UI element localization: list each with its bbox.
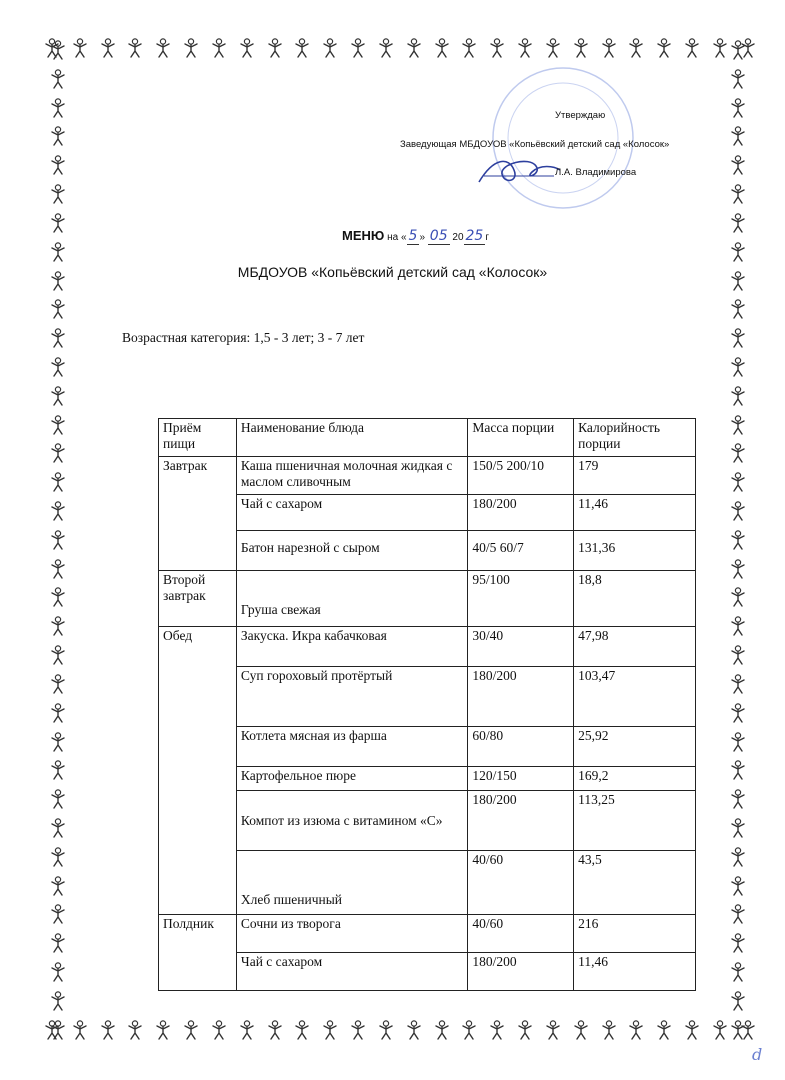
decorative-border-right <box>730 40 752 1040</box>
border-figure-icon <box>730 904 746 924</box>
border-figure-icon <box>378 38 394 58</box>
mass-cell: 180/200 <box>468 495 574 531</box>
kcal-cell: 11,46 <box>574 495 696 531</box>
table-row <box>159 953 696 991</box>
border-figure-icon <box>50 501 66 521</box>
border-figure-icon <box>545 1020 561 1040</box>
border-figure-icon <box>50 184 66 204</box>
border-figure-icon <box>322 38 338 58</box>
border-figure-icon <box>50 530 66 550</box>
border-figure-icon <box>155 38 171 58</box>
border-figure-icon <box>461 1020 477 1040</box>
border-figure-icon <box>50 443 66 463</box>
table-row <box>159 727 696 767</box>
dish-cell: Хлеб пшеничный <box>236 851 467 915</box>
border-figure-icon <box>211 1020 227 1040</box>
corner-mark: d <box>752 1045 763 1064</box>
organization-title: МБДОУОВ «Копьёвский детский сад «Колосок» <box>237 264 548 280</box>
dish-cell: Груша свежая <box>236 571 467 627</box>
meal-cell: Полдник <box>159 915 237 991</box>
border-figure-icon <box>730 69 746 89</box>
border-figure-icon <box>656 1020 672 1040</box>
year-g: г <box>485 232 489 243</box>
border-figure-icon <box>730 155 746 175</box>
menu-month: 05 <box>429 228 448 244</box>
mass-cell: 150/5 200/10 <box>468 457 574 495</box>
mass-cell: 180/200 <box>468 791 574 851</box>
border-figure-icon <box>730 98 746 118</box>
header-mass: Масса порции <box>468 419 574 457</box>
border-figure-icon <box>50 991 66 1011</box>
mass-cell: 40/60 <box>468 915 574 953</box>
border-figure-icon <box>730 876 746 896</box>
border-figure-icon <box>350 38 366 58</box>
border-figure-icon <box>50 69 66 89</box>
dish-cell: Батон нарезной с сыром <box>236 531 467 571</box>
border-figure-icon <box>489 1020 505 1040</box>
border-figure-icon <box>50 98 66 118</box>
border-figure-icon <box>239 1020 255 1040</box>
border-figure-icon <box>730 559 746 579</box>
table-row <box>159 457 696 495</box>
border-figure-icon <box>730 933 746 953</box>
approval-head: Заведующая МБДОУОВ «Копьёвский детский сад «Колосок» <box>400 139 670 150</box>
mass-cell: 60/80 <box>468 727 574 767</box>
border-figure-icon <box>50 674 66 694</box>
menu-word: МЕНЮ <box>342 228 385 243</box>
border-figure-icon <box>730 530 746 550</box>
border-figure-icon <box>50 126 66 146</box>
header-meal: Приём пищи <box>159 419 237 457</box>
border-figure-icon <box>100 1020 116 1040</box>
border-figure-icon <box>50 789 66 809</box>
border-figure-icon <box>50 386 66 406</box>
mass-cell: 120/150 <box>468 767 574 791</box>
border-figure-icon <box>50 818 66 838</box>
decorative-border-left <box>50 40 72 1040</box>
kcal-cell: 179 <box>574 457 696 495</box>
table-row <box>159 767 696 791</box>
signature <box>474 152 564 188</box>
border-figure-icon <box>183 38 199 58</box>
border-figure-icon <box>50 703 66 723</box>
kcal-cell: 18,8 <box>574 571 696 627</box>
border-figure-icon <box>50 1020 66 1040</box>
meal-cell: Завтрак <box>159 457 237 571</box>
border-figure-icon <box>517 38 533 58</box>
border-figure-icon <box>730 760 746 780</box>
stamp-seal <box>488 58 638 218</box>
kcal-cell: 103,47 <box>574 667 696 727</box>
dish-cell: Компот из изюма с витамином «С» <box>236 791 467 851</box>
dish-cell: Каша пшеничная молочная жидкая с маслом сливочным <box>236 457 467 495</box>
dish-cell: Чай с сахаром <box>236 495 467 531</box>
border-figure-icon <box>294 1020 310 1040</box>
border-figure-icon <box>684 38 700 58</box>
kcal-cell: 11,46 <box>574 953 696 991</box>
mass-cell: 40/5 60/7 <box>468 531 574 571</box>
border-figure-icon <box>545 38 561 58</box>
border-figure-icon <box>684 1020 700 1040</box>
border-figure-icon <box>50 242 66 262</box>
border-figure-icon <box>406 1020 422 1040</box>
header-dish: Наименование блюда <box>236 419 467 457</box>
mass-cell: 180/200 <box>468 953 574 991</box>
border-figure-icon <box>730 242 746 262</box>
border-figure-icon <box>730 789 746 809</box>
border-figure-icon <box>730 991 746 1011</box>
border-figure-icon <box>628 38 644 58</box>
border-figure-icon <box>350 1020 366 1040</box>
table-row <box>159 571 696 627</box>
mass-cell: 95/100 <box>468 571 574 627</box>
approval-title: Утверждаю <box>555 110 606 121</box>
border-figure-icon <box>461 38 477 58</box>
border-figure-icon <box>730 126 746 146</box>
border-figure-icon <box>267 1020 283 1040</box>
border-figure-icon <box>50 904 66 924</box>
border-figure-icon <box>601 1020 617 1040</box>
table-header-row <box>159 419 696 457</box>
table-row <box>159 915 696 953</box>
border-figure-icon <box>72 38 88 58</box>
border-figure-icon <box>730 472 746 492</box>
border-figure-icon <box>730 501 746 521</box>
border-figure-icon <box>730 415 746 435</box>
border-figure-icon <box>434 38 450 58</box>
border-figure-icon <box>730 386 746 406</box>
border-figure-icon <box>730 962 746 982</box>
border-figure-icon <box>50 616 66 636</box>
menu-table <box>158 418 696 991</box>
border-figure-icon <box>730 299 746 319</box>
dish-cell: Сочни из творога <box>236 915 467 953</box>
border-figure-icon <box>211 38 227 58</box>
table-row <box>159 627 696 667</box>
border-figure-icon <box>573 38 589 58</box>
border-figure-icon <box>434 1020 450 1040</box>
menu-date-line <box>342 228 489 245</box>
border-figure-icon <box>601 38 617 58</box>
border-figure-icon <box>72 1020 88 1040</box>
table-row <box>159 531 696 571</box>
border-figure-icon <box>712 38 728 58</box>
menu-na: на <box>387 232 399 243</box>
border-figure-icon <box>50 559 66 579</box>
mass-cell: 180/200 <box>468 667 574 727</box>
dish-cell: Закуска. Икра кабачковая <box>236 627 467 667</box>
header-kcal: Калорийность порции <box>574 419 696 457</box>
border-figure-icon <box>50 472 66 492</box>
border-figure-icon <box>127 1020 143 1040</box>
dish-cell: Картофельное пюре <box>236 767 467 791</box>
decorative-border-bottom <box>44 1020 756 1042</box>
meal-cell: Обед <box>159 627 237 915</box>
border-figure-icon <box>100 38 116 58</box>
border-figure-icon <box>294 38 310 58</box>
border-figure-icon <box>50 876 66 896</box>
border-figure-icon <box>573 1020 589 1040</box>
border-figure-icon <box>730 847 746 867</box>
border-figure-icon <box>730 645 746 665</box>
border-figure-icon <box>50 645 66 665</box>
border-figure-icon <box>730 818 746 838</box>
mass-cell: 30/40 <box>468 627 574 667</box>
border-figure-icon <box>50 732 66 752</box>
decorative-border-top <box>44 38 756 60</box>
border-figure-icon <box>50 760 66 780</box>
border-figure-icon <box>267 38 283 58</box>
open-quote: « <box>400 232 407 243</box>
border-figure-icon <box>406 38 422 58</box>
border-figure-icon <box>127 38 143 58</box>
border-figure-icon <box>730 328 746 348</box>
border-figure-icon <box>730 357 746 377</box>
age-category: Возрастная категория: 1,5 - 3 лет; 3 - 7 лет <box>122 330 365 345</box>
kcal-cell: 216 <box>574 915 696 953</box>
table-row <box>159 495 696 531</box>
dish-cell: Котлета мясная из фарша <box>236 727 467 767</box>
border-figure-icon <box>656 38 672 58</box>
border-figure-icon <box>50 213 66 233</box>
menu-day: 5 <box>408 228 418 244</box>
border-figure-icon <box>155 1020 171 1040</box>
border-figure-icon <box>628 1020 644 1040</box>
table-row <box>159 851 696 915</box>
year-prefix: 20 <box>452 232 464 243</box>
border-figure-icon <box>50 328 66 348</box>
border-figure-icon <box>50 299 66 319</box>
border-figure-icon <box>378 1020 394 1040</box>
border-figure-icon <box>517 1020 533 1040</box>
border-figure-icon <box>50 587 66 607</box>
border-figure-icon <box>50 40 66 60</box>
table-row <box>159 791 696 851</box>
dish-cell: Суп гороховый протёртый <box>236 667 467 727</box>
kcal-cell: 131,36 <box>574 531 696 571</box>
border-figure-icon <box>50 933 66 953</box>
border-figure-icon <box>730 213 746 233</box>
border-figure-icon <box>489 38 505 58</box>
kcal-cell: 113,25 <box>574 791 696 851</box>
border-figure-icon <box>183 1020 199 1040</box>
dish-cell: Чай с сахаром <box>236 953 467 991</box>
border-figure-icon <box>50 962 66 982</box>
border-figure-icon <box>730 443 746 463</box>
year-suffix: 25 <box>465 228 484 244</box>
table-row <box>159 667 696 727</box>
meal-cell: Второй завтрак <box>159 571 237 627</box>
kcal-cell: 25,92 <box>574 727 696 767</box>
border-figure-icon <box>730 616 746 636</box>
kcal-cell: 43,5 <box>574 851 696 915</box>
border-figure-icon <box>730 703 746 723</box>
kcal-cell: 47,98 <box>574 627 696 667</box>
border-figure-icon <box>50 847 66 867</box>
border-figure-icon <box>50 155 66 175</box>
border-figure-icon <box>730 184 746 204</box>
border-figure-icon <box>730 674 746 694</box>
mass-cell: 40/60 <box>468 851 574 915</box>
border-figure-icon <box>730 1020 746 1040</box>
border-figure-icon <box>239 38 255 58</box>
border-figure-icon <box>50 357 66 377</box>
kcal-cell: 169,2 <box>574 767 696 791</box>
close-quote: » <box>419 232 425 243</box>
border-figure-icon <box>730 40 746 60</box>
approval-name: Л.А. Владимирова <box>555 167 637 178</box>
border-figure-icon <box>322 1020 338 1040</box>
border-figure-icon <box>50 415 66 435</box>
border-figure-icon <box>730 587 746 607</box>
border-figure-icon <box>712 1020 728 1040</box>
border-figure-icon <box>730 732 746 752</box>
